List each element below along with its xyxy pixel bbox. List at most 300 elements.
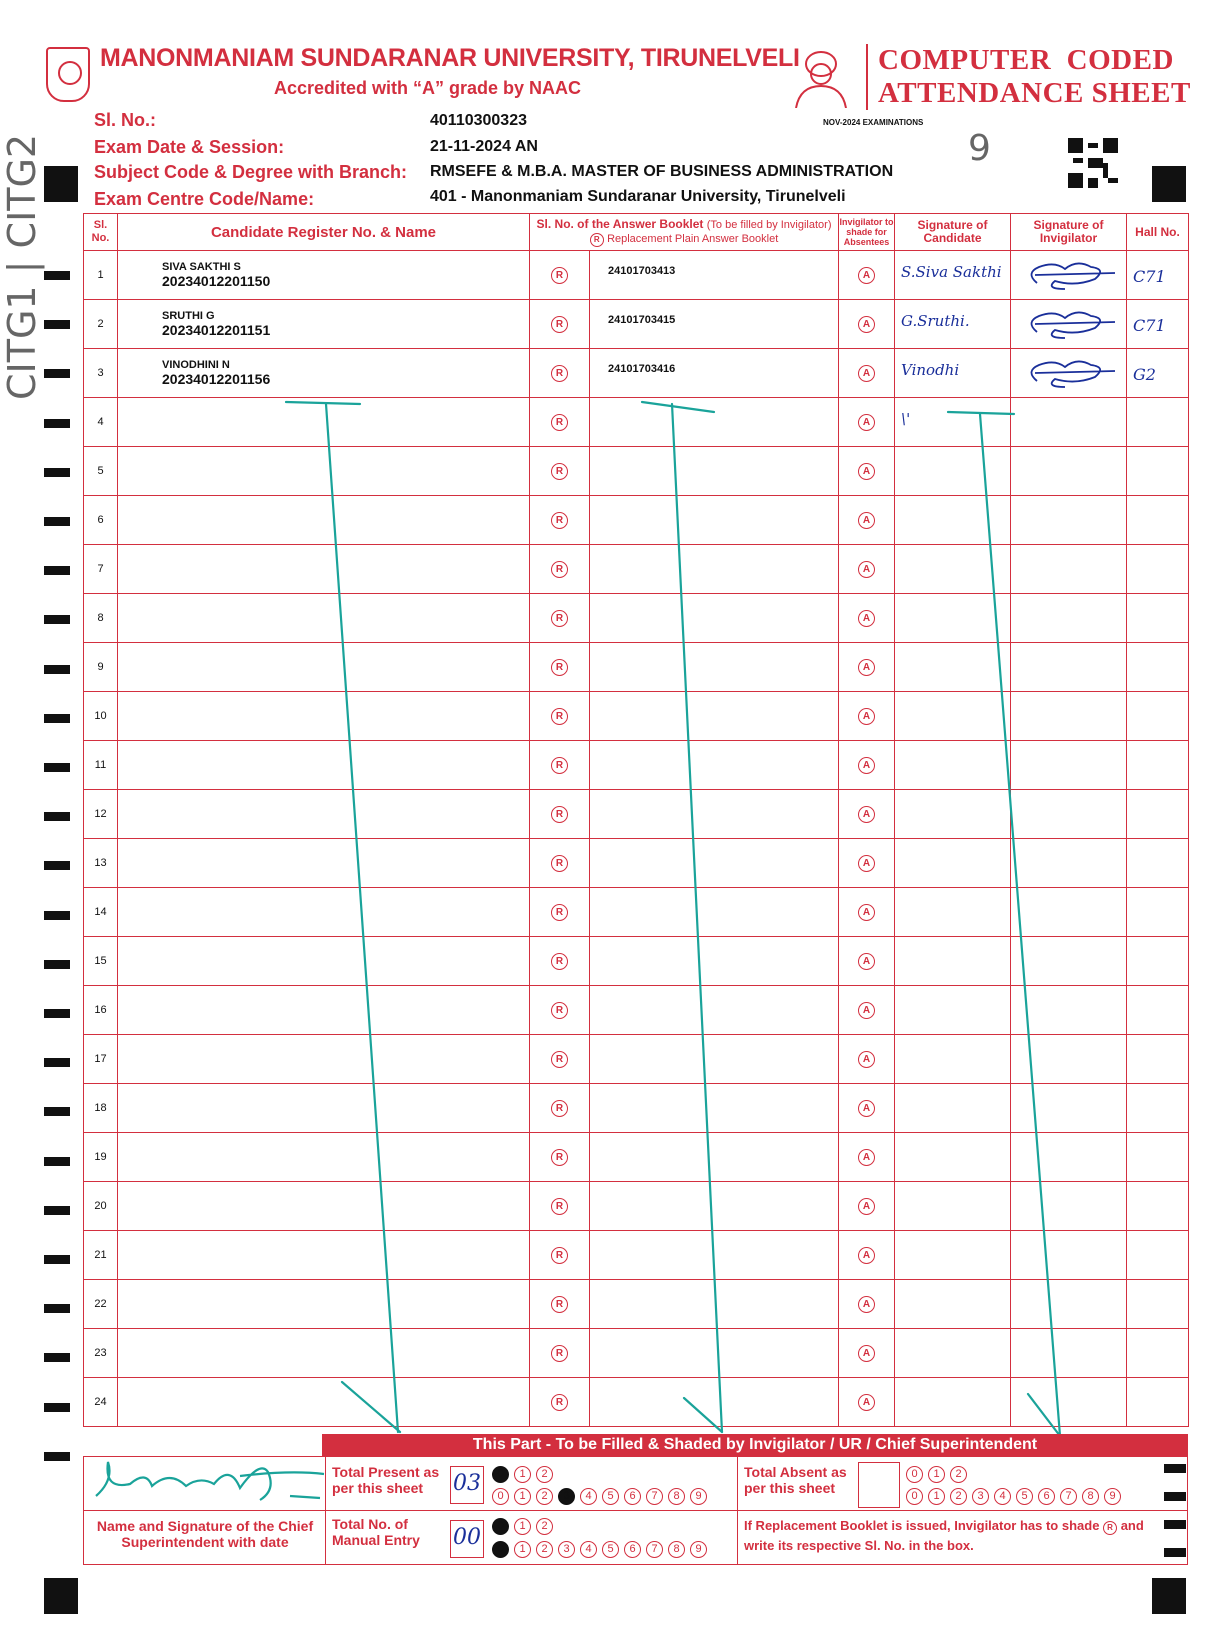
row-sl-cell bbox=[84, 545, 118, 594]
candidate-cell bbox=[118, 251, 530, 300]
invigilator-signature-cell[interactable] bbox=[1011, 349, 1127, 398]
replacement-bubble[interactable]: R bbox=[551, 1394, 568, 1411]
replacement-cell[interactable] bbox=[530, 1231, 590, 1280]
candidate-cell bbox=[118, 545, 530, 594]
hall-cell[interactable] bbox=[1127, 1182, 1189, 1231]
replacement-cell[interactable] bbox=[530, 594, 590, 643]
digit-bubble[interactable]: 5 bbox=[602, 1541, 619, 1558]
present-units-bubbles[interactable] bbox=[492, 1486, 712, 1505]
candidate-signature bbox=[895, 692, 1010, 704]
replacement-cell[interactable] bbox=[530, 692, 590, 741]
absent-bubble[interactable]: A bbox=[858, 463, 875, 480]
replacement-bubble[interactable]: R bbox=[551, 512, 568, 529]
timing-mark-left bbox=[44, 911, 70, 920]
replacement-bubble[interactable]: R bbox=[551, 1002, 568, 1019]
hall-cell[interactable] bbox=[1127, 1084, 1189, 1133]
absent-bubble[interactable]: A bbox=[858, 1296, 875, 1313]
table-row bbox=[84, 741, 1189, 790]
candidate-signature-cell[interactable] bbox=[895, 1035, 1011, 1084]
absent-bubble[interactable]: A bbox=[858, 512, 875, 529]
digit-bubble[interactable]: 2 bbox=[536, 1466, 553, 1483]
replacement-bubble[interactable]: R bbox=[551, 365, 568, 382]
replacement-cell[interactable] bbox=[530, 1133, 590, 1182]
candidate-signature-cell[interactable] bbox=[895, 937, 1011, 986]
candidate-signature bbox=[895, 986, 1010, 998]
digit-bubble[interactable]: 3 bbox=[558, 1488, 575, 1505]
digit-bubble[interactable]: 8 bbox=[1082, 1488, 1099, 1505]
digit-bubble[interactable]: 1 bbox=[514, 1518, 531, 1535]
candidate-signature-cell[interactable] bbox=[895, 790, 1011, 839]
booklet-cell[interactable] bbox=[590, 1329, 839, 1378]
invigilator-signature-cell[interactable] bbox=[1011, 398, 1127, 447]
candidate-signature-cell[interactable] bbox=[895, 986, 1011, 1035]
hall-cell[interactable] bbox=[1127, 790, 1189, 839]
digit-bubble[interactable]: 6 bbox=[624, 1488, 641, 1505]
absent-cell[interactable] bbox=[839, 251, 895, 300]
booklet-cell[interactable] bbox=[590, 300, 839, 349]
candidate-signature bbox=[895, 1329, 1010, 1341]
booklet-cell[interactable] bbox=[590, 251, 839, 300]
hall-cell[interactable] bbox=[1127, 1280, 1189, 1329]
absent-bubble[interactable]: A bbox=[858, 365, 875, 382]
absent-cell[interactable] bbox=[839, 1280, 895, 1329]
digit-bubble[interactable]: 1 bbox=[928, 1466, 945, 1483]
booklet-cell[interactable] bbox=[590, 1378, 839, 1427]
digit-bubble[interactable]: 1 bbox=[514, 1541, 531, 1558]
table-header bbox=[84, 214, 1189, 251]
absent-bubble[interactable]: A bbox=[858, 1051, 875, 1068]
absent-cell[interactable] bbox=[839, 300, 895, 349]
invigilator-signature-cell[interactable] bbox=[1011, 1084, 1127, 1133]
hall-cell[interactable] bbox=[1127, 349, 1189, 398]
absent-cell[interactable] bbox=[839, 1329, 895, 1378]
booklet-cell[interactable] bbox=[590, 594, 839, 643]
replacement-cell[interactable] bbox=[530, 937, 590, 986]
replacement-bubble[interactable]: R bbox=[551, 463, 568, 480]
row-sl-cell bbox=[84, 1280, 118, 1329]
digit-bubble[interactable]: 8 bbox=[668, 1541, 685, 1558]
replacement-bubble[interactable]: R bbox=[551, 1345, 568, 1362]
absent-cell[interactable] bbox=[839, 349, 895, 398]
total-absent-label: Total Absent as per this sheet bbox=[744, 1464, 847, 1496]
divider bbox=[83, 1510, 1188, 1511]
sl-no-value: 40110300323 bbox=[430, 112, 527, 129]
replacement-cell[interactable] bbox=[530, 1378, 590, 1427]
digit-bubble[interactable]: 0 bbox=[906, 1466, 923, 1483]
absent-cell[interactable] bbox=[839, 1133, 895, 1182]
invigilator-signature-cell[interactable] bbox=[1011, 251, 1127, 300]
replacement-cell[interactable] bbox=[530, 1329, 590, 1378]
candidate-signature bbox=[895, 1035, 1010, 1047]
replacement-bubble[interactable]: R bbox=[551, 659, 568, 676]
booklet-cell[interactable] bbox=[590, 888, 839, 937]
invigilator-signature-cell[interactable] bbox=[1011, 300, 1127, 349]
absent-cell[interactable] bbox=[839, 986, 895, 1035]
hall-cell[interactable] bbox=[1127, 300, 1189, 349]
invigilator-signature-cell[interactable] bbox=[1011, 1280, 1127, 1329]
digit-bubble[interactable]: 2 bbox=[950, 1466, 967, 1483]
candidate-signature-cell[interactable] bbox=[895, 888, 1011, 937]
candidate-signature-cell[interactable] bbox=[895, 349, 1011, 398]
absent-cell[interactable] bbox=[839, 888, 895, 937]
r-symbol: R bbox=[590, 233, 604, 247]
booklet-cell[interactable] bbox=[590, 839, 839, 888]
absent-cell[interactable] bbox=[839, 1084, 895, 1133]
hall-cell[interactable] bbox=[1127, 1378, 1189, 1427]
absent-bubble[interactable]: A bbox=[858, 316, 875, 333]
digit-bubble[interactable]: 8 bbox=[668, 1488, 685, 1505]
absent-bubble[interactable]: A bbox=[858, 1198, 875, 1215]
booklet-cell[interactable] bbox=[590, 1231, 839, 1280]
candidate-signature-cell[interactable] bbox=[895, 398, 1011, 447]
table-row bbox=[84, 790, 1189, 839]
replacement-bubble[interactable]: R bbox=[551, 1198, 568, 1215]
candidate-signature-cell[interactable] bbox=[895, 643, 1011, 692]
booklet-cell[interactable] bbox=[590, 1035, 839, 1084]
manual-entry-box[interactable]: 00 bbox=[450, 1520, 484, 1558]
absent-bubble[interactable]: A bbox=[858, 1149, 875, 1166]
candidate-cell bbox=[118, 643, 530, 692]
hall-cell[interactable] bbox=[1127, 545, 1189, 594]
absent-bubble[interactable]: A bbox=[858, 1345, 875, 1362]
row-sl-cell bbox=[84, 251, 118, 300]
booklet-cell[interactable] bbox=[590, 398, 839, 447]
absent-bubble[interactable]: A bbox=[858, 267, 875, 284]
absent-bubble[interactable]: A bbox=[858, 806, 875, 823]
hall-cell[interactable] bbox=[1127, 839, 1189, 888]
replacement-bubble[interactable]: R bbox=[551, 1296, 568, 1313]
invigilator-signature-cell[interactable] bbox=[1011, 888, 1127, 937]
absent-bubble[interactable]: A bbox=[858, 659, 875, 676]
candidate-cell bbox=[118, 888, 530, 937]
replacement-bubble[interactable]: R bbox=[551, 316, 568, 333]
digit-bubble[interactable]: 1 bbox=[514, 1466, 531, 1483]
candidate-signature bbox=[895, 545, 1010, 557]
invigilator-signature-cell[interactable] bbox=[1011, 1035, 1127, 1084]
absent-bubble[interactable]: A bbox=[858, 561, 875, 578]
invigilator-signature bbox=[1015, 351, 1125, 395]
digit-bubble[interactable]: 0 bbox=[492, 1488, 509, 1505]
invigilator-signature bbox=[1015, 253, 1125, 297]
candidate-cell bbox=[118, 1084, 530, 1133]
replacement-cell[interactable] bbox=[530, 398, 590, 447]
absent-cell[interactable] bbox=[839, 1182, 895, 1231]
present-tens-bubbles[interactable] bbox=[492, 1464, 558, 1483]
replacement-bubble[interactable]: R bbox=[551, 1100, 568, 1117]
candidate-signature-cell[interactable] bbox=[895, 251, 1011, 300]
replacement-cell[interactable] bbox=[530, 1035, 590, 1084]
invigilator-signature-cell[interactable] bbox=[1011, 1329, 1127, 1378]
candidate-signature-cell[interactable] bbox=[895, 1133, 1011, 1182]
absent-cell[interactable] bbox=[839, 643, 895, 692]
digit-bubble[interactable]: 2 bbox=[536, 1541, 553, 1558]
invigilator-signature-cell[interactable] bbox=[1011, 1231, 1127, 1280]
booklet-cell[interactable] bbox=[590, 790, 839, 839]
absent-cell[interactable] bbox=[839, 839, 895, 888]
replacement-cell[interactable] bbox=[530, 1182, 590, 1231]
replacement-cell[interactable] bbox=[530, 643, 590, 692]
hall-cell[interactable] bbox=[1127, 986, 1189, 1035]
manual-units-bubbles[interactable] bbox=[492, 1539, 712, 1558]
chief-label: Name and Signature of the Chief Superintendent with date bbox=[96, 1518, 314, 1550]
candidate-signature-cell[interactable] bbox=[895, 839, 1011, 888]
candidate-signature-cell[interactable] bbox=[895, 741, 1011, 790]
digit-bubble[interactable]: 2 bbox=[536, 1488, 553, 1505]
absent-cell[interactable] bbox=[839, 398, 895, 447]
invigilator-signature-cell[interactable] bbox=[1011, 1182, 1127, 1231]
hall-cell[interactable] bbox=[1127, 1231, 1189, 1280]
invigilator-signature-cell[interactable] bbox=[1011, 447, 1127, 496]
replacement-cell[interactable] bbox=[530, 447, 590, 496]
invigilator-signature-cell[interactable] bbox=[1011, 643, 1127, 692]
hall-cell[interactable] bbox=[1127, 594, 1189, 643]
row-sl: 24 bbox=[94, 1396, 107, 1408]
absent-cell[interactable] bbox=[839, 496, 895, 545]
exam-date-label: Exam Date & Session: bbox=[94, 137, 285, 157]
replacement-bubble[interactable]: R bbox=[551, 708, 568, 725]
row-sl-cell bbox=[84, 398, 118, 447]
header-replacement: Replacement Plain Answer Booklet bbox=[607, 232, 779, 245]
total-absent-box[interactable] bbox=[858, 1462, 900, 1508]
digit-bubble[interactable]: 4 bbox=[580, 1488, 597, 1505]
digit-bubble[interactable]: 0 bbox=[492, 1518, 509, 1535]
invigilator-signature-cell[interactable] bbox=[1011, 594, 1127, 643]
absent-bubble[interactable]: A bbox=[858, 757, 875, 774]
candidate-cell bbox=[118, 594, 530, 643]
replacement-bubble[interactable]: R bbox=[551, 610, 568, 627]
digit-bubble[interactable]: 4 bbox=[580, 1541, 597, 1558]
absent-bubble[interactable]: A bbox=[858, 1100, 875, 1117]
absent-cell[interactable] bbox=[839, 594, 895, 643]
candidate-name bbox=[118, 1133, 529, 1143]
booklet-cell[interactable] bbox=[590, 349, 839, 398]
replacement-cell[interactable] bbox=[530, 496, 590, 545]
candidate-signature-cell[interactable] bbox=[895, 1231, 1011, 1280]
candidate-signature-cell[interactable] bbox=[895, 300, 1011, 349]
candidate-signature bbox=[895, 447, 1010, 459]
candidate-signature-cell[interactable] bbox=[895, 1378, 1011, 1427]
digit-bubble[interactable]: 2 bbox=[536, 1518, 553, 1535]
digit-bubble[interactable]: 7 bbox=[646, 1541, 663, 1558]
invigilator-signature-cell[interactable] bbox=[1011, 545, 1127, 594]
absent-tens-bubbles[interactable] bbox=[906, 1464, 972, 1483]
replacement-bubble[interactable]: R bbox=[551, 1247, 568, 1264]
booklet-cell[interactable] bbox=[590, 447, 839, 496]
absent-bubble[interactable]: A bbox=[858, 708, 875, 725]
replacement-cell[interactable] bbox=[530, 790, 590, 839]
digit-bubble[interactable]: 3 bbox=[558, 1541, 575, 1558]
booklet-cell[interactable] bbox=[590, 1133, 839, 1182]
hall-cell[interactable] bbox=[1127, 447, 1189, 496]
replacement-cell[interactable] bbox=[530, 1084, 590, 1133]
header-booklet bbox=[530, 214, 839, 251]
candidate-signature-cell[interactable] bbox=[895, 1280, 1011, 1329]
booklet-number bbox=[590, 643, 838, 657]
booklet-cell[interactable] bbox=[590, 643, 839, 692]
candidate-signature-cell[interactable] bbox=[895, 1329, 1011, 1378]
candidate-signature: \' bbox=[901, 410, 911, 428]
booklet-cell[interactable] bbox=[590, 545, 839, 594]
hall-cell[interactable] bbox=[1127, 1329, 1189, 1378]
invigilator-signature-cell[interactable] bbox=[1011, 937, 1127, 986]
absent-cell[interactable] bbox=[839, 937, 895, 986]
replacement-bubble[interactable]: R bbox=[551, 757, 568, 774]
replacement-cell[interactable] bbox=[530, 1280, 590, 1329]
manual-tens-bubbles[interactable] bbox=[492, 1516, 558, 1535]
row-sl-cell bbox=[84, 888, 118, 937]
replacement-cell[interactable] bbox=[530, 300, 590, 349]
digit-bubble[interactable]: 9 bbox=[690, 1541, 707, 1558]
total-present-label: Total Present as per this sheet bbox=[332, 1464, 440, 1496]
absent-bubble[interactable]: A bbox=[858, 953, 875, 970]
replacement-bubble[interactable]: R bbox=[551, 414, 568, 431]
absent-bubble[interactable]: A bbox=[858, 855, 875, 872]
booklet-number bbox=[590, 398, 838, 412]
digit-bubble[interactable]: 7 bbox=[1060, 1488, 1077, 1505]
hall-cell[interactable] bbox=[1127, 692, 1189, 741]
booklet-cell[interactable] bbox=[590, 692, 839, 741]
candidate-cell bbox=[118, 300, 530, 349]
hall-number bbox=[1127, 986, 1188, 1002]
replacement-bubble[interactable]: R bbox=[551, 1051, 568, 1068]
absent-cell[interactable] bbox=[839, 790, 895, 839]
candidate-cell bbox=[118, 1280, 530, 1329]
hall-cell[interactable] bbox=[1127, 937, 1189, 986]
digit-bubble[interactable]: 0 bbox=[906, 1488, 923, 1505]
candidate-name: VINODHINI N bbox=[162, 359, 230, 371]
replacement-cell[interactable] bbox=[530, 741, 590, 790]
digit-bubble[interactable]: 6 bbox=[1038, 1488, 1055, 1505]
hall-cell[interactable] bbox=[1127, 251, 1189, 300]
digit-bubble[interactable]: 2 bbox=[950, 1488, 967, 1505]
digit-bubble[interactable]: 0 bbox=[492, 1541, 509, 1558]
hall-cell[interactable] bbox=[1127, 741, 1189, 790]
total-present-box[interactable]: 03 bbox=[450, 1466, 484, 1504]
absent-bubble[interactable]: A bbox=[858, 1002, 875, 1019]
replacement-cell[interactable] bbox=[530, 839, 590, 888]
invigilator-signature-cell[interactable] bbox=[1011, 839, 1127, 888]
invigilator-signature-cell[interactable] bbox=[1011, 790, 1127, 839]
candidate-signature-cell[interactable] bbox=[895, 692, 1011, 741]
absent-cell[interactable] bbox=[839, 1231, 895, 1280]
row-sl: 23 bbox=[94, 1347, 107, 1359]
replacement-cell[interactable] bbox=[530, 349, 590, 398]
hall-cell[interactable] bbox=[1127, 1035, 1189, 1084]
replacement-bubble[interactable]: R bbox=[551, 1149, 568, 1166]
absent-cell[interactable] bbox=[839, 447, 895, 496]
replacement-cell[interactable] bbox=[530, 888, 590, 937]
booklet-cell[interactable] bbox=[590, 1280, 839, 1329]
digit-bubble[interactable]: 5 bbox=[1016, 1488, 1033, 1505]
hall-cell[interactable] bbox=[1127, 888, 1189, 937]
candidate-signature-cell[interactable] bbox=[895, 496, 1011, 545]
hall-cell[interactable] bbox=[1127, 496, 1189, 545]
invigilator-signature-cell[interactable] bbox=[1011, 1133, 1127, 1182]
digit-bubble[interactable]: 7 bbox=[646, 1488, 663, 1505]
candidate-cell bbox=[118, 1182, 530, 1231]
hall-cell[interactable] bbox=[1127, 398, 1189, 447]
booklet-cell[interactable] bbox=[590, 496, 839, 545]
replacement-cell[interactable] bbox=[530, 251, 590, 300]
candidate-signature-cell[interactable] bbox=[895, 1182, 1011, 1231]
digit-bubble[interactable]: 6 bbox=[624, 1541, 641, 1558]
digit-bubble[interactable]: 9 bbox=[690, 1488, 707, 1505]
absent-cell[interactable] bbox=[839, 741, 895, 790]
row-sl-cell bbox=[84, 790, 118, 839]
candidate-name bbox=[118, 986, 529, 996]
absent-bubble[interactable]: A bbox=[858, 610, 875, 627]
booklet-cell[interactable] bbox=[590, 1084, 839, 1133]
r-symbol: R bbox=[1103, 1521, 1117, 1535]
invigilator-signature-cell[interactable] bbox=[1011, 496, 1127, 545]
replacement-note bbox=[744, 1516, 1144, 1556]
booklet-number bbox=[590, 1329, 838, 1343]
booklet-cell[interactable] bbox=[590, 986, 839, 1035]
absent-bubble[interactable]: A bbox=[858, 1394, 875, 1411]
row-sl-cell bbox=[84, 1084, 118, 1133]
candidate-signature-cell[interactable] bbox=[895, 447, 1011, 496]
absent-cell[interactable] bbox=[839, 1378, 895, 1427]
replacement-cell[interactable] bbox=[530, 545, 590, 594]
row-sl-cell bbox=[84, 594, 118, 643]
candidate-signature-cell[interactable] bbox=[895, 1084, 1011, 1133]
candidate-name: SRUTHI G bbox=[162, 310, 215, 322]
invigilator-signature-cell[interactable] bbox=[1011, 741, 1127, 790]
digit-bubble[interactable]: 3 bbox=[972, 1488, 989, 1505]
replacement-bubble[interactable]: R bbox=[551, 561, 568, 578]
table-row bbox=[84, 251, 1189, 300]
absent-bubble[interactable]: A bbox=[858, 904, 875, 921]
candidate-signature-cell[interactable] bbox=[895, 594, 1011, 643]
row-sl: 19 bbox=[94, 1151, 107, 1163]
replacement-bubble[interactable]: R bbox=[551, 855, 568, 872]
replacement-bubble[interactable]: R bbox=[551, 953, 568, 970]
absent-bubble[interactable]: A bbox=[858, 414, 875, 431]
replacement-note-text: If Replacement Booklet is issued, Invigilator has to shade bbox=[744, 1518, 1100, 1533]
replacement-bubble[interactable]: R bbox=[551, 267, 568, 284]
booklet-cell[interactable] bbox=[590, 1182, 839, 1231]
digit-bubble[interactable]: 5 bbox=[602, 1488, 619, 1505]
replacement-cell[interactable] bbox=[530, 986, 590, 1035]
absent-units-bubbles[interactable] bbox=[906, 1486, 1126, 1505]
invigilator-signature-cell[interactable] bbox=[1011, 692, 1127, 741]
invigilator-signature-cell[interactable] bbox=[1011, 986, 1127, 1035]
row-sl-cell bbox=[84, 692, 118, 741]
replacement-bubble[interactable]: R bbox=[551, 904, 568, 921]
absent-cell[interactable] bbox=[839, 692, 895, 741]
replacement-bubble[interactable]: R bbox=[551, 806, 568, 823]
invigilator-signature-cell[interactable] bbox=[1011, 1378, 1127, 1427]
absent-cell[interactable] bbox=[839, 1035, 895, 1084]
table-row bbox=[84, 937, 1189, 986]
row-sl: 20 bbox=[94, 1200, 107, 1212]
digit-bubble[interactable]: 9 bbox=[1104, 1488, 1121, 1505]
row-sl: 13 bbox=[94, 857, 107, 869]
booklet-cell[interactable] bbox=[590, 937, 839, 986]
digit-bubble[interactable]: 1 bbox=[928, 1488, 945, 1505]
hall-cell[interactable] bbox=[1127, 1133, 1189, 1182]
digit-bubble[interactable]: 4 bbox=[994, 1488, 1011, 1505]
hall-cell[interactable] bbox=[1127, 643, 1189, 692]
booklet-cell[interactable] bbox=[590, 741, 839, 790]
absent-cell[interactable] bbox=[839, 545, 895, 594]
digit-bubble[interactable]: 0 bbox=[492, 1466, 509, 1483]
absent-bubble[interactable]: A bbox=[858, 1247, 875, 1264]
candidate-signature-cell[interactable] bbox=[895, 545, 1011, 594]
timing-mark-left bbox=[44, 763, 70, 772]
digit-bubble[interactable]: 1 bbox=[514, 1488, 531, 1505]
timing-mark-left bbox=[44, 271, 70, 280]
